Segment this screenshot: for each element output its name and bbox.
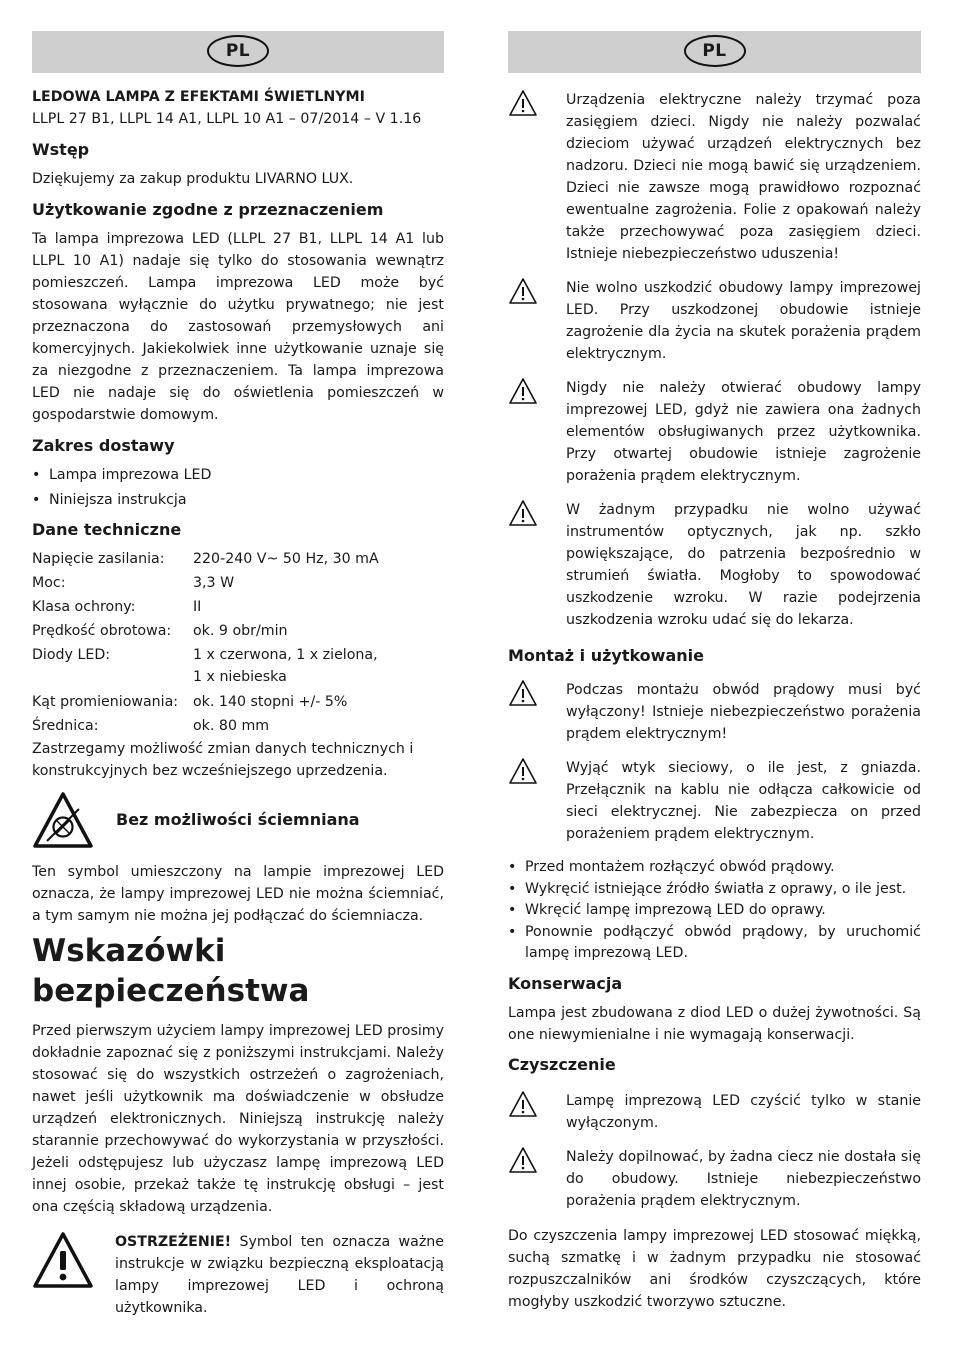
- mounting-heading: Montaż i użytkowanie: [508, 646, 704, 665]
- safety-heading-line-2: bezpieczeństwa: [32, 973, 310, 1009]
- warning-description: Symbol ten oznacza ważne instrukcje w związku bezpieczną eksploatacją lampy imprezowej LED i ochroną użytkownika.: [115, 1234, 444, 1316]
- warning-text: Należy dopilnować, by żadna ciecz nie dostała się do obudowy. Istnieje niebezpieczeństwo porażenia prądem elektrycznym.: [566, 1148, 921, 1209]
- delivery-heading: Zakres dostawy: [32, 436, 175, 455]
- warning-triangle-icon: [508, 89, 538, 117]
- warning-item: [508, 277, 921, 365]
- spec-row: [32, 714, 444, 738]
- language-banner: [32, 31, 444, 73]
- spec-key: Średnica:: [32, 718, 99, 734]
- language-banner: [508, 31, 921, 73]
- intended-use-text: Ta lampa imprezowa LED (LLPL 27 B1, LLPL 14 A1 lub LLPL 10 A1) nadaje się tylko do stosowania wewnątrz pomieszczeń. Lampa imprezowa LED może być stosowana wyłącznie do użytku prywatnego; nie jest przeznaczona do zastosowań przemysłowych ani komercyjnych. Jakiekolwiek inne użytkowanie uznaje się za niezgodne z przeznaczeniem. Ta lampa imprezowa LED nie nadaje się do oświetlenia pomieszczeń w gospodarstwie domowym.: [32, 231, 444, 423]
- maintenance-heading: Konserwacja: [508, 973, 623, 993]
- technical-data-heading: Dane techniczne: [32, 520, 182, 539]
- warning-item: [508, 757, 921, 845]
- warning-text: Wyjąć wtyk sieciowy, o ile jest, z gniazda. Przełącznik na kablu nie odłącza całkowicie od sieci elektrycznej. Nie zabezpiecza on przed porażeniem prądem elektrycznym.: [566, 760, 921, 842]
- left-column: [32, 31, 444, 1319]
- spec-value: 220-240 V~ 50 Hz, 30 mA: [193, 551, 379, 567]
- warning-item: [508, 377, 921, 487]
- warning-item: [508, 1146, 921, 1212]
- warning-text: W żadnym przypadku nie wolno używać instrumentów optycznych, jak np. szkło powiększające, do patrzenia bezpośrednio w strumień światła. Mogłoby to spowodować uszkodzenie wzroku. W razie podejrzenia uszkodzenia wzroku udać się do lekarza.: [566, 502, 921, 628]
- spec-table: [32, 547, 444, 738]
- no-dimmer-block: [32, 791, 444, 849]
- warning-text: Podczas montażu obwód prądowy musi być wyłączony! Istnieje niebezpieczeństwo porażenia prądem elektrycznym!: [566, 682, 921, 742]
- spec-key: Prędkość obrotowa:: [32, 623, 172, 639]
- delivery-list: [32, 463, 444, 513]
- general-warning-block: [32, 1231, 444, 1319]
- no-dimmer-text: Ten symbol umieszczony na lampie imprezowej LED oznacza, że lampy imprezowej LED nie można ściemniać, a tym samym nie można jej podłączać do ściemniacza.: [32, 864, 444, 924]
- spec-key: Diody LED:: [32, 647, 111, 663]
- cleaning-text: Do czyszczenia lampy imprezowej LED stosować miękką, suchą szmatkę i w żadnym przypadku nie stosować rozpuszczalników ani środków czyszczących, które mogłyby uszkodzić tworzywo sztuczne.: [508, 1227, 921, 1310]
- warning-item: [508, 89, 921, 265]
- warning-text: Lampę imprezową LED czyścić tylko w stanie wyłączonym.: [566, 1092, 921, 1131]
- warning-triangle-icon: [508, 1090, 538, 1118]
- cleaning-heading: Czyszczenie: [508, 1054, 616, 1074]
- spec-value: II: [193, 599, 202, 615]
- warning-item: [508, 1090, 921, 1134]
- list-item: • Przed montażem rozłączyć obwód prądowy.: [508, 857, 921, 879]
- spec-row: [32, 547, 444, 571]
- spec-row: [32, 595, 444, 619]
- spec-value: ok. 80 mm: [193, 718, 270, 734]
- warning-text: Urządzenia elektryczne należy trzymać poza zasięgiem dzieci. Nigdy nie należy pozwalać dzieciom używać urządzeń elektrycznych bez nadzoru. Dzieci nie mogą bawić się urządzeniem. Dzieci nie zawsze mogą prawidłowo rozpoznać ewentualne zagrożenia. Folie z opakowań należy także przechowywać poza zasięgiem dzieci. Istnieje niebezpieczeństwo uduszenia!: [566, 92, 921, 262]
- no-dimmer-warning-icon: [32, 791, 94, 849]
- list-item: • Niniejsza instrukcja: [32, 488, 444, 513]
- safety-heading-line-1: Wskazówki: [32, 933, 226, 969]
- spec-row: [32, 619, 444, 643]
- warning-triangle-icon: [508, 377, 538, 405]
- right-column: [508, 31, 921, 1313]
- list-item: • Lampa imprezowa LED: [32, 463, 444, 488]
- warning-item: [508, 679, 921, 745]
- intended-use-heading: Użytkowanie zgodne z przeznaczeniem: [32, 200, 384, 219]
- warning-text: Nie wolno uszkodzić obudowy lampy imprezowej LED. Przy uszkodzonej obudowie istnieje zagrożenie dla życia na skutek porażenia prądem elektrycznym.: [566, 280, 921, 362]
- warning-triangle-icon: [508, 757, 538, 785]
- spec-value: ok. 9 obr/min: [193, 623, 288, 639]
- technical-note: Zastrzegamy możliwość zmian danych technicznych i konstrukcyjnych bez wcześniejszego uprzedzenia.: [32, 741, 414, 779]
- warning-triangle-icon: [508, 1146, 538, 1174]
- language-badge: PL: [207, 35, 269, 67]
- warning-label: OSTRZEŻENIE!: [115, 1234, 232, 1250]
- warning-triangle-icon: [508, 679, 538, 707]
- spec-key: Kąt promieniowania:: [32, 694, 179, 710]
- warning-triangle-icon: [508, 277, 538, 305]
- spec-key: Moc:: [32, 575, 66, 591]
- spec-row: [32, 643, 444, 688]
- language-badge: PL: [684, 35, 746, 67]
- product-title: LEDOWA LAMPA Z EFEKTAMI ŚWIETLNYMI: [32, 89, 365, 105]
- maintenance-text: Lampa jest zbudowana z diod LED o dużej żywotności. Są one niewymienialne i nie wymagają konserwacji.: [508, 1004, 921, 1043]
- spec-value-continued: 1 x niebieska: [193, 669, 287, 685]
- intro-heading: Wstęp: [32, 140, 90, 159]
- product-models: LLPL 27 B1, LLPL 14 A1, LLPL 10 A1 – 07/2014 – V 1.16: [32, 111, 422, 127]
- warning-triangle-icon: [508, 499, 538, 527]
- exclamation-warning-icon: [32, 1231, 94, 1289]
- intro-text: Dziękujemy za zakup produktu LIVARNO LUX.: [32, 171, 354, 187]
- mounting-steps-list: [508, 857, 921, 965]
- warning-text: Nigdy nie należy otwierać obudowy lampy imprezowej LED, gdyż nie zawiera ona żadnych elementów obsługiwanych przez użytkownika. Przy otwartej obudowie istnieje zagrożenie porażenia prądem elektrycznym.: [566, 380, 921, 484]
- spec-key: Napięcie zasilania:: [32, 551, 165, 567]
- safety-intro-text: Przed pierwszym użyciem lampy imprezowej LED prosimy dokładnie zapoznać się z poniższymi instrukcjami. Należy stosować się do wszystkich ostrzeżeń o zagrożeniach, nawet jeśli użytkownik ma doświadczenie w obsłudze urządzeń elektronicznych. Niniejszą instrukcję należy starannie przechowywać do wykorzystania w przyszłości. Jeżeli odstępujesz lub użyczasz lampę imprezową LED innej osobie, przekaż także tę instrukcję obsługi – jest ona częścią składową urządzenia.: [32, 1023, 444, 1215]
- spec-value: ok. 140 stopni +/- 5%: [193, 694, 348, 710]
- warning-text: [115, 1231, 444, 1319]
- warning-item: [508, 499, 921, 631]
- list-item: • Ponownie podłączyć obwód prądowy, by uruchomić lampę imprezową LED.: [508, 922, 921, 965]
- list-item: • Wkręcić lampę imprezową LED do oprawy.: [508, 900, 921, 922]
- list-item: • Wykręcić istniejące źródło światła z oprawy, o ile jest.: [508, 879, 921, 901]
- spec-row: [32, 690, 444, 714]
- spec-value: 3,3 W: [193, 575, 235, 591]
- spec-value: 1 x czerwona, 1 x zielona,: [193, 647, 378, 663]
- no-dimmer-heading: Bez możliwości ściemniana: [116, 810, 360, 829]
- spec-row: [32, 571, 444, 595]
- spec-key: Klasa ochrony:: [32, 599, 136, 615]
